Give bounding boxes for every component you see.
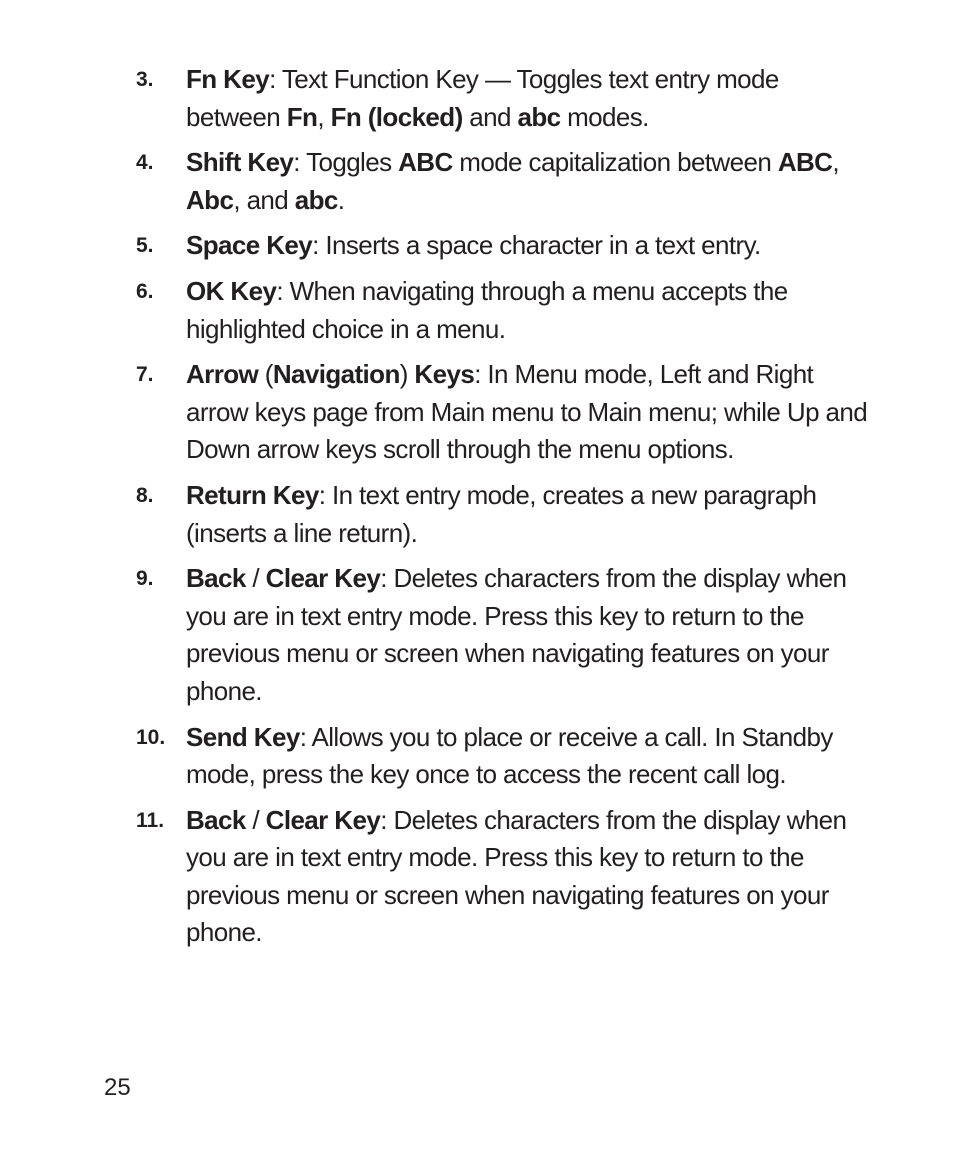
description-text: ( xyxy=(258,359,273,390)
list-item xyxy=(136,273,876,348)
key-term: abc xyxy=(517,101,561,132)
list-item xyxy=(136,61,876,136)
description-text: ) xyxy=(399,359,415,390)
key-term: Keys xyxy=(414,359,475,390)
description-text: mode capitalization between xyxy=(452,147,778,178)
key-term: Return Key xyxy=(186,479,319,510)
item-number: 11. xyxy=(136,808,165,832)
item-text xyxy=(186,805,846,948)
list-item xyxy=(136,227,876,265)
description-text: : In Menu mode, Left and Right arrow keys page from Main menu to Main menu; while Up and Down arrow keys scroll through the menu options. xyxy=(186,359,868,465)
item-text xyxy=(186,722,833,790)
list-item xyxy=(136,719,876,794)
key-term: ABC xyxy=(777,147,833,178)
list-item xyxy=(136,477,876,552)
item-number: 8. xyxy=(136,483,154,507)
description-text: , xyxy=(832,147,839,178)
list-item xyxy=(136,560,876,710)
description-text: / xyxy=(245,804,266,835)
key-description-list xyxy=(136,61,876,960)
description-text: , and xyxy=(233,184,295,215)
description-text: , xyxy=(317,101,331,132)
key-term: abc xyxy=(294,184,338,215)
item-number: 3. xyxy=(136,68,154,91)
item-text xyxy=(186,64,779,132)
item-text xyxy=(186,563,846,706)
key-term: Abc xyxy=(186,184,234,215)
key-term: Send Key xyxy=(186,721,300,752)
key-term: Back xyxy=(186,563,246,594)
key-term: OK Key xyxy=(186,275,277,306)
item-text xyxy=(186,480,816,548)
description-text: : Deletes characters from the display when you are in text entry mode. Press this key to return to the previous menu or screen when navigating features on your phone. xyxy=(186,804,847,948)
key-term: Space Key xyxy=(186,230,313,261)
item-text xyxy=(186,276,788,344)
key-term: Fn (locked) xyxy=(330,101,463,132)
description-text: : Deletes characters from the display when you are in text entry mode. Press this key to return to the previous menu or screen when navigating features on your phone. xyxy=(186,563,847,706)
key-term: ABC xyxy=(398,147,453,178)
item-text xyxy=(186,147,839,215)
item-number: 4. xyxy=(136,151,154,175)
description-text: : When navigating through a menu accepts the highlighted choice in a menu. xyxy=(186,275,788,344)
key-term: Back xyxy=(186,804,246,835)
key-term: Shift Key xyxy=(186,147,294,178)
description-text: and xyxy=(462,101,518,132)
key-term: Clear Key xyxy=(265,804,381,835)
key-term: Navigation xyxy=(272,359,400,390)
item-text xyxy=(186,230,761,260)
key-term: Fn Key xyxy=(186,64,270,94)
page-number: 25 xyxy=(104,1074,131,1101)
description-text: : Text Function Key — Toggles text entry mode between xyxy=(186,64,779,132)
item-number: 10. xyxy=(136,725,166,749)
key-term: Arrow xyxy=(186,359,259,390)
item-number: 7. xyxy=(136,363,154,387)
description-text: : Toggles xyxy=(293,147,399,178)
item-number: 5. xyxy=(136,234,154,258)
key-term: Clear Key xyxy=(265,563,381,594)
description-text: . xyxy=(337,184,345,215)
list-item xyxy=(136,144,876,219)
description-text: : In text entry mode, creates a new paragraph (inserts a line return). xyxy=(186,479,817,548)
item-number: 6. xyxy=(136,279,154,303)
list-item xyxy=(136,356,876,469)
description-text: : Allows you to place or receive a call. In Standby mode, press the key once to access the recent call log. xyxy=(186,721,833,790)
item-number: 9. xyxy=(136,567,154,591)
item-text xyxy=(186,359,867,464)
list-item xyxy=(136,802,876,952)
description-text: : Inserts a space character in a text entry. xyxy=(312,230,761,261)
description-text: / xyxy=(245,563,266,594)
key-term: Fn xyxy=(286,101,318,132)
description-text: modes. xyxy=(560,101,649,132)
